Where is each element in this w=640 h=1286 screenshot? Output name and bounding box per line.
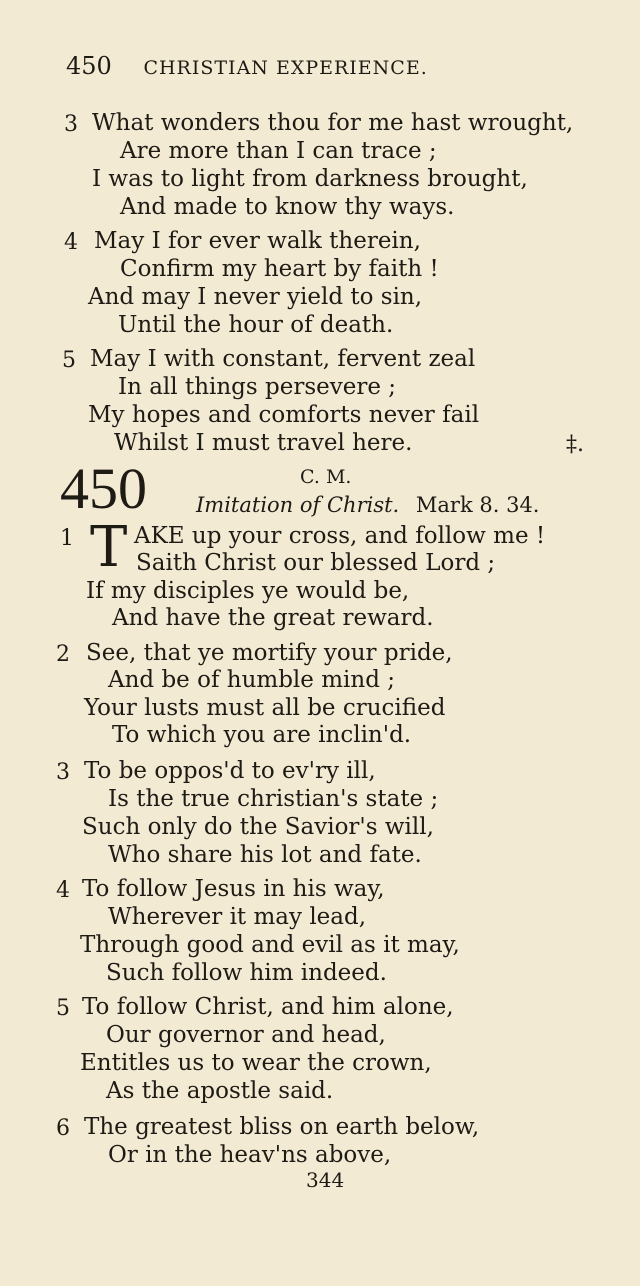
verse-line: May I for ever walk therein, <box>94 228 421 254</box>
drop-cap: T <box>90 515 128 580</box>
signature-mark: 344 <box>306 1168 345 1192</box>
verse-line: Are more than I can trace ; <box>120 138 437 164</box>
verse-line: See, that ye mortify your pride, <box>86 640 453 666</box>
verse-line: Or in the heav'ns above, <box>108 1142 392 1168</box>
verse-line: As the apostle said. <box>106 1078 334 1104</box>
verse-line: And have the great reward. <box>112 605 434 631</box>
verse-line: To be oppos'd to ev'ry ill, <box>84 758 376 784</box>
verse-line: Until the hour of death. <box>118 312 394 338</box>
verse-line: May I with constant, fervent zeal <box>90 346 476 372</box>
verse-line: To follow Jesus in his way, <box>82 876 385 902</box>
hymn-number: 450 <box>60 456 147 521</box>
verse-line: Such follow him indeed. <box>106 960 387 986</box>
verse-line: Through good and evil as it may, <box>80 932 460 958</box>
page-number: 450 <box>66 52 112 80</box>
hymn-title: Imitation of Christ. <box>196 493 400 517</box>
scripture-reference: Mark 8. 34. <box>415 493 540 517</box>
running-title: CHRISTIAN EXPERIENCE. <box>143 57 428 79</box>
verse-line: To follow Christ, and him alone, <box>82 994 454 1020</box>
verse-line: Who share his lot and fate. <box>108 842 422 868</box>
page-header <box>66 52 428 80</box>
verse-line: My hopes and comforts never fail <box>88 402 480 428</box>
verse-line: Whilst I must travel here. <box>114 430 413 456</box>
verse-line: Wherever it may lead, <box>108 904 367 930</box>
verse-line: In all things persevere ; <box>118 374 397 400</box>
stanza-number: 4 <box>56 878 70 903</box>
verse-line: Your lusts must all be crucified <box>84 695 446 721</box>
stanza-number: 1 <box>60 526 74 551</box>
stanza-number: 5 <box>62 348 76 373</box>
verse-line: If my disciples ye would be, <box>86 578 410 604</box>
verse-line: What wonders thou for me hast wrought, <box>92 110 574 136</box>
stanza-number: 5 <box>56 996 70 1021</box>
verse-line: Entitles us to wear the crown, <box>80 1050 432 1076</box>
stanza-number: 2 <box>56 642 70 667</box>
verse-line: AKE up your cross, and follow me ! <box>134 523 546 549</box>
verse-line: The greatest bliss on earth below, <box>84 1114 480 1140</box>
stanza-number: 4 <box>64 230 78 255</box>
verse-line: And be of humble mind ; <box>108 667 395 693</box>
verse-line: And made to know thy ways. <box>120 194 455 220</box>
verse-line: Confirm my heart by faith ! <box>120 256 439 282</box>
verse-line: Our governor and head, <box>106 1022 386 1048</box>
verse-line: Is the true christian's state ; <box>108 786 439 812</box>
verse-line: To which you are inclin'd. <box>112 722 412 748</box>
stanza-number: 6 <box>56 1116 70 1141</box>
stanza-number: 3 <box>56 760 70 785</box>
stanza-number: 3 <box>64 112 78 137</box>
hymn-subtitle <box>196 493 539 517</box>
hymn-meter: C. M. <box>300 466 352 488</box>
verse-line: Such only do the Savior's will, <box>82 814 434 840</box>
verse-line: And may I never yield to sin, <box>88 284 423 310</box>
end-mark: ‡. <box>566 432 584 457</box>
verse-line: Saith Christ our blessed Lord ; <box>136 550 496 576</box>
verse-line: I was to light from darkness brought, <box>92 166 528 192</box>
